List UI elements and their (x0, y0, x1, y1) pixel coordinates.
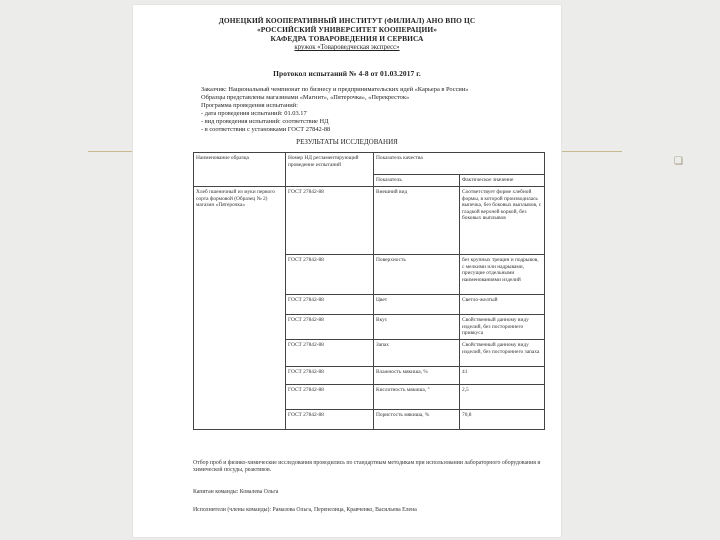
info-line-samples: Образцы представлены магазинами «Магнит», «Пятерочка», «Перекресток» (201, 94, 410, 101)
row-nd: ГОСТ 27842-88 (286, 295, 374, 315)
club-name: кружок «Товароведческая экспресс» (294, 44, 400, 51)
info-line-standard: - в соответствии с установками ГОСТ 27842-88 (201, 126, 331, 133)
conclusion-text: Отбор проб и физико-химические исследования проводились по стандартным методикам при использовании лабораторного оборудования и химической посуды, реактивов. (193, 460, 541, 474)
row-nd: ГОСТ 27842-88 (286, 315, 374, 340)
bullet-icon: ❏ (674, 156, 683, 167)
row-indicator: Пористость мякиша, % (374, 410, 460, 430)
sample-name: Хлеб пшеничный из муки первого сорта формовой (Образец № 2) магазин «Пятерочка» (194, 187, 286, 430)
row-indicator: Внешний вид (374, 187, 460, 255)
team-captain: Капитан команды: Ковалева Ольга (193, 489, 279, 495)
header-indicator: Показатель (374, 175, 460, 187)
header-quality: Показатель качества (374, 153, 545, 175)
row-indicator: Вкус (374, 315, 460, 340)
row-value: Свойственный данному виду изделий, без постороннего привкуса (460, 315, 545, 340)
header-nd: Номер НД регламентирующий проведение испытаний (286, 153, 374, 187)
row-value: Свойственный данному виду изделий, без постороннего запаха (460, 340, 545, 367)
results-table (193, 152, 545, 430)
row-nd: ГОСТ 27842-88 (286, 255, 374, 295)
row-indicator: Поверхность (374, 255, 460, 295)
university-name: «РОССИЙСКИЙ УНИВЕРСИТЕТ КООПЕРАЦИИ» (256, 25, 438, 34)
row-value: 2,5 (460, 385, 545, 410)
header-sample: Наименование образца (194, 153, 286, 187)
row-indicator: Запах (374, 340, 460, 367)
row-nd: ГОСТ 27842-88 (286, 410, 374, 430)
protocol-title: Протокол испытаний № 4-8 от 01.03.2017 г. (273, 69, 421, 78)
row-value: 70,8 (460, 410, 545, 430)
row-nd: ГОСТ 27842-88 (286, 340, 374, 367)
row-nd: ГОСТ 27842-88 (286, 385, 374, 410)
info-line-customer: Заказчик: Национальный чемпионат по бизнесу и предпринимательских идей «Карьера в России» (201, 86, 469, 93)
team-executors: Исполнители (члены команды): Рамазова Ольга, Перепелица, Кравченко, Васильева Елена (193, 507, 417, 513)
row-value: 41 (460, 367, 545, 385)
row-nd: ГОСТ 27842-88 (286, 367, 374, 385)
row-indicator: Влажность мякиша, % (374, 367, 460, 385)
info-line-date: - дата проведения испытаний: 01.03.17 (201, 110, 307, 117)
institute-name: ДОНЕЦКИЙ КООПЕРАТИВНЫЙ ИНСТИТУТ (ФИЛИАЛ) АНО ВПО ЦС (218, 16, 476, 25)
results-title: РЕЗУЛЬТАТЫ ИССЛЕДОВАНИЯ (296, 138, 398, 146)
document-page (133, 5, 561, 537)
row-value: Светло-желтый (460, 295, 545, 315)
row-value: без крупных трещин и подрывов, с мелкими или надрывами, присущие отдельными наименованиями изделий (460, 255, 545, 295)
row-indicator: Цвет (374, 295, 460, 315)
row-indicator: Кислотность мякиша, ° (374, 385, 460, 410)
department-name: КАФЕДРА ТОВАРОВЕДЕНИЯ И СЕРВИСА (270, 34, 424, 43)
info-line-type: - вид проведения испытаний: соответствие НД (201, 118, 329, 125)
header-actual: Фактическое значение (460, 175, 545, 187)
info-line-program: Программа проведения испытаний: (201, 102, 298, 109)
table-row (194, 187, 545, 255)
row-value: Соответствует форме хлебной формы, в которой производилась выпечка, без боковых выплывов, с гладкой верхней коркой, без боковых выплывов (460, 187, 545, 255)
slide-divider-left (88, 151, 132, 152)
slide-divider-right (562, 151, 622, 152)
row-nd: ГОСТ 27842-88 (286, 187, 374, 255)
